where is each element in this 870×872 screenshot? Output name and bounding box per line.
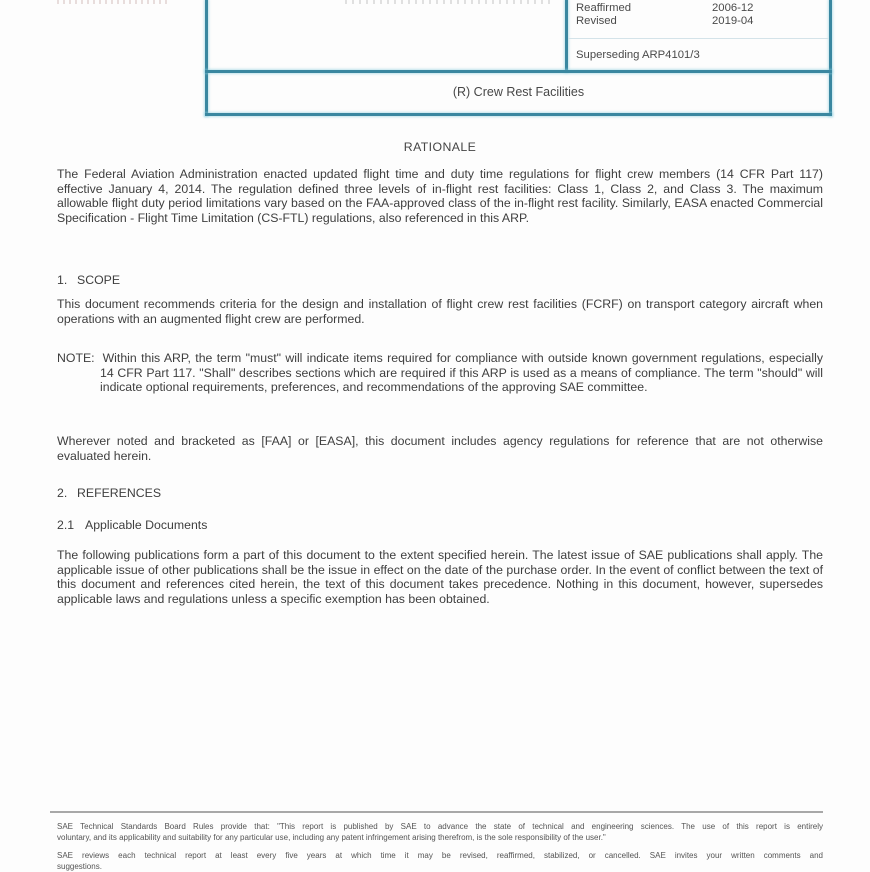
document-title: (R) Crew Rest Facilities <box>452 85 585 99</box>
footer-line: voluntary, and its applicability and suitability for any particular use, including any patent infringement arising therefrom, is the sole responsibility of the user." <box>57 833 606 842</box>
section-title: SCOPE <box>77 273 121 287</box>
section-title: REFERENCES <box>77 486 162 500</box>
revision-log <box>576 2 824 28</box>
subsection-title: Applicable Documents <box>85 518 208 532</box>
note-text: Within this ARP, the term "must" will indicate items required for compliance with outside known government regulations, especially 14 CFR Part 117. "Shall" describes sections which are required if this ARP is used as a means of compliance. The term "should" will indicate optional requirements, preferences, and recommendations of the approving SAE committee. <box>100 351 823 395</box>
rationale-paragraph: The Federal Aviation Administration enacted updated flight time and duty time regulations for flight crew members (14 CFR Part 117) effective January 4, 2014. The regulation defined three levels of in-flight rest facilities: Class 1, Class 2, and Class 3. The maximum allowable flight duty period limitations vary based on the FAA-approved class of the in-flight rest facility. Similarly, EASA enacted Commercial Specification - Flight Time Limitation (CS-FTL) regulations, also referenced in this ARP. <box>57 167 823 225</box>
superseding-note: Superseding ARP4101/3 <box>576 49 700 61</box>
header-table-border-middle <box>565 0 568 72</box>
footer-line: suggestions. <box>57 862 102 871</box>
section-number: 2. <box>57 486 68 500</box>
note-label: NOTE: <box>57 351 95 365</box>
revision-date: 2019-04 <box>712 15 754 27</box>
revision-date: 2006-12 <box>712 2 754 14</box>
footer-boilerplate <box>57 821 823 872</box>
footer-divider <box>50 811 823 813</box>
cropped-logo-remnant <box>57 0 170 4</box>
applicable-documents-heading <box>57 518 823 533</box>
revision-row <box>576 2 824 15</box>
revision-cell-divider <box>568 38 829 39</box>
footer-line: SAE Technical Standards Board Rules provide that: "This report is published by SAE to advance the state of technical and engineering sciences. The use of this report is entirely <box>57 822 823 831</box>
revision-label: Reaffirmed <box>576 2 632 14</box>
header-table-border-right <box>829 0 832 116</box>
rationale-heading: RATIONALE <box>403 140 477 154</box>
subsection-number: 2.1 <box>57 518 75 532</box>
bracketed-agencies-paragraph: Wherever noted and bracketed as [FAA] or [EASA], this document includes agency regulations for reference that are not otherwise evaluated herein. <box>57 434 823 463</box>
cropped-header-text-remnant <box>345 0 555 4</box>
revision-label: Revised <box>576 15 617 27</box>
revision-row <box>576 15 824 28</box>
references-heading <box>57 486 823 501</box>
scope-paragraph: This document recommends criteria for the design and installation of flight crew rest facilities (FCRF) on transport category aircraft when operations with an augmented flight crew are performed. <box>57 297 823 326</box>
footer-line: SAE reviews each technical report at least every five years at which time it may be revised, reaffirmed, stabilized, or cancelled. SAE invites your written comments and <box>57 851 823 860</box>
scope-note <box>57 351 823 395</box>
section-number: 1. <box>57 273 68 287</box>
scope-heading <box>57 273 823 288</box>
applicable-documents-paragraph: The following publications form a part of this document to the extent specified herein. The latest issue of SAE publications shall apply. The applicable issue of other publications shall be the issue in effect on the date of the purchase order. In the event of conflict between the text of this document and references cited herein, the text of this document takes precedence. Nothing in this document, however, supersedes applicable laws and regulations unless a specific exemption has been obtained. <box>57 548 823 606</box>
header-table-border-bottom <box>205 113 832 116</box>
